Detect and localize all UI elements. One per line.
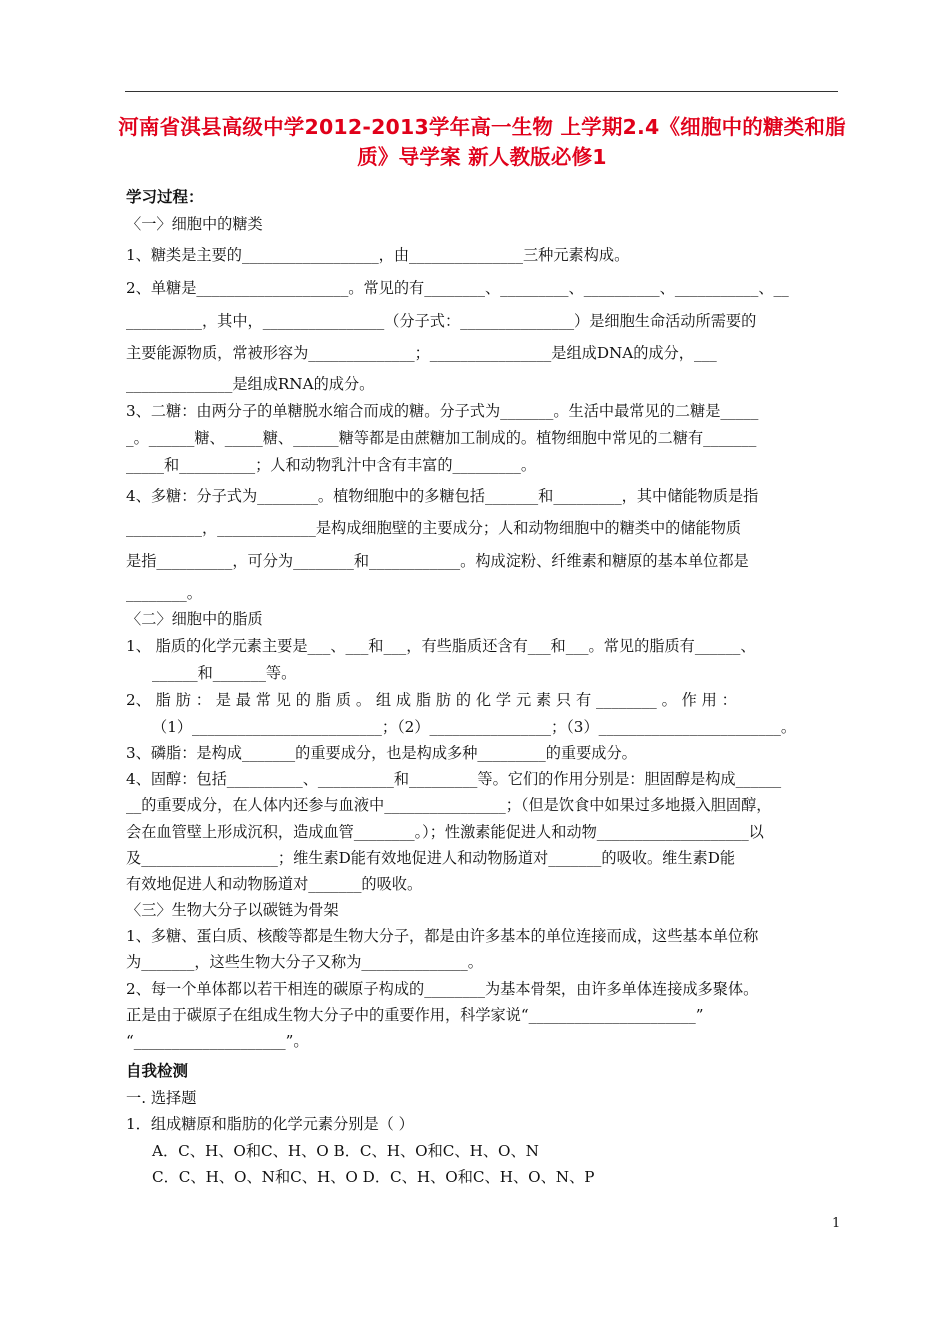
header-rule xyxy=(125,91,838,92)
text-line: 有效地促进人和动物肠道对_______的吸收。 xyxy=(126,875,423,893)
document-title: 河南省淇县高级中学2012-2013学年高一生物 上学期2.4《细胞中的糖类和脂质》导学案 新人教版必修1 xyxy=(118,115,846,169)
text-line: 〈三〉生物大分子以碳链为骨架 xyxy=(126,901,339,919)
text-line: 1、 脂质的化学元素主要是___、___和___，有些脂质还含有___和___。常见的脂质有______、 xyxy=(126,637,756,655)
text-line: 1．组成糖原和脂肪的化学元素分别是（ ） xyxy=(126,1115,414,1133)
text-line: A．C、H、O和C、H、O B．C、H、O和C、H、O、N xyxy=(152,1142,539,1160)
text-line: __________，_____________是构成细胞壁的主要成分；人和动物细胞中的糖类中的储能物质 xyxy=(126,519,742,537)
section-heading: 学习过程： xyxy=(126,188,204,206)
text-line: 1、糖类是主要的__________________，由_______________三种元素构成。 xyxy=(126,246,630,264)
text-line: 1、多糖、蛋白质、核酸等都是生物大分子，都是由许多基本的单位连接而成，这些基本单位称 xyxy=(126,927,759,945)
text-line: ______和_______等。 xyxy=(152,664,297,682)
text-line: C．C、H、O、N和C、H、O D．C、H、O和C、H、O、N、P xyxy=(152,1168,595,1186)
text-line: _。______糖、_____糖、______糖等都是由蔗糖加工制成的。植物细胞中常见的二糖有_______ xyxy=(126,429,757,447)
text-line: 正是由于碳原子在组成生物大分子中的重要作用，科学家说“______________________” xyxy=(126,1006,704,1024)
text-line: 3、磷脂：是构成_______的重要成分，也是构成多种_________的重要成分。 xyxy=(126,744,637,762)
text-line: 会在血管壁上形成沉积，造成血管________。）；性激素能促进人和动物____________________以 xyxy=(126,823,764,841)
text-line: 4、多糖：分子式为________。植物细胞中的多糖包括_______和_________，其中储能物质是指 xyxy=(126,487,759,505)
text-line: 〈二〉细胞中的脂质 xyxy=(126,610,263,628)
page-number: 1 xyxy=(832,1216,841,1231)
text-line: “____________________”。 xyxy=(126,1032,309,1050)
text-line: 3、二糖：由两分子的单糖脱水缩合而成的糖。分子式为_______。生活中最常见的二糖是_____ xyxy=(126,402,759,420)
text-line: （1）_________________________；（2）________________；（3）________________________。 xyxy=(152,718,797,736)
section-heading: 自我检测 xyxy=(126,1062,189,1080)
text-line: 〈一〉细胞中的糖类 xyxy=(126,215,263,233)
text-line: 及__________________；维生素D能有效地促进人和动物肠道对_______的吸收。维生素D能 xyxy=(126,849,736,867)
text-line: 为_______，这些生物大分子又称为______________。 xyxy=(126,953,483,971)
text-line: 2、每一个单体都以若干相连的碳原子构成的________为基本骨架，由许多单体连接成多聚体。 xyxy=(126,980,759,998)
text-line: ______________是组成RNA的成分。 xyxy=(126,375,375,393)
text-line: 2、单糖是____________________。常见的有________、_________、__________、___________、__ xyxy=(126,279,789,297)
text-line: 2、 脂 肪 ： 是 最 常 见 的 脂 质 。 组 成 脂 肪 的 化 学 元 素 只 有 ________ 。 作 用 ： xyxy=(126,691,737,709)
text-line: ________。 xyxy=(126,584,202,602)
text-line: __的重要成分，在人体内还参与血液中________________；（但是饮食中如果过多地摄入胆固醇， xyxy=(126,796,772,814)
text-line: 一. 选择题 xyxy=(126,1089,197,1107)
text-line: 是指__________，可分为________和____________。构成淀粉、纤维素和糖原的基本单位都是 xyxy=(126,552,749,570)
text-line: __________，其中，________________（分子式：_______________）是细胞生命活动所需要的 xyxy=(126,312,757,330)
text-line: _____和__________；人和动物乳汁中含有丰富的_________。 xyxy=(126,456,537,474)
text-line: 主要能源物质，常被形容为______________；________________是组成DNA的成分，___ xyxy=(126,344,717,362)
text-line: 4、固醇：包括__________、__________和_________等。它们的作用分别是：胆固醇是构成______ xyxy=(126,770,782,788)
